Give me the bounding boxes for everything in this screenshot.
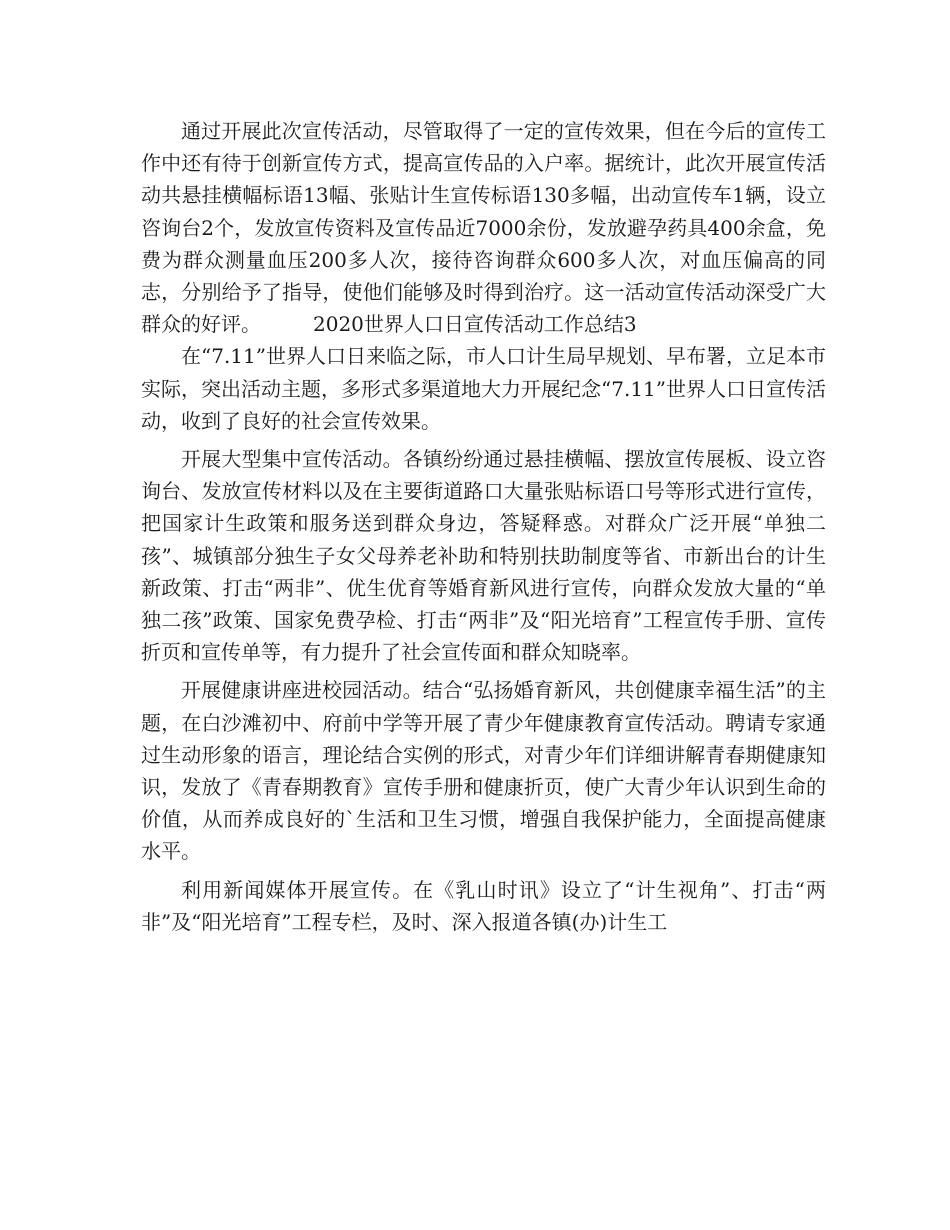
document-body [141, 115, 826, 944]
paragraph-summary-text: 通过开展此次宣传活动，尽管取得了一定的宣传效果，但在今后的宣传工作中还有待于创新宣传方式，提高宣传品的入户率。据统计，此次开展宣传活动共悬挂横幅标语13幅、张贴计生宣传标语130多幅，出动宣传车1辆，设立咨询台2个，发放宣传资料及宣传品近7000余份，发放避孕药具400余盒，免费为群众测量血压200多人次，接待咨询群众600多人次，对血压偏高的同志，分别给予了指导，使他们能够及时得到治疗。这一活动宣传活动深受广大群众的好评。 [141, 119, 826, 337]
paragraph-summary [141, 115, 826, 340]
section-title: 2020世界人口日宣传活动工作总结3 [313, 312, 637, 337]
paragraph-news-media: 利用新闻媒体开展宣传。在《乳山时讯》设立了“计生视角”、打击“两非”及“阳光培育”工程专栏，及时、深入报道各镇(办)计生工 [141, 877, 826, 934]
paragraph-school-lectures: 开展健康讲座进校园活动。结合“弘扬婚育新风，共创健康幸福生活”的主题，在白沙滩初中、府前中学等开展了青少年健康教育宣传活动。聘请专家通过生动形象的语言，理论结合实例的形式，对青少年们详细讲解青春期健康知识，发放了《青春期教育》宣传手册和健康折页，使广大青少年认识到生命的价值，从而养成良好的`生活和卫生习惯，增强自我保护能力，全面提高健康水平。 [141, 678, 826, 864]
paragraph-intro: 在“7.11”世界人口日来临之际，市人口计生局早规划、早布署，立足本市实际，突出活动主题，多形式多渠道地大力开展纪念“7.11”世界人口日宣传活动，收到了良好的社会宣传效果。 [141, 344, 826, 433]
paragraph-centralized-campaign: 开展大型集中宣传活动。各镇纷纷通过悬挂横幅、摆放宣传展板、设立咨询台、发放宣传材料以及在主要街道路口大量张贴标语口号等形式进行宣传，把国家计生政策和服务送到群众身边，答疑释惑。对群众广泛开展“单独二孩”、城镇部分独生子女父母养老补助和特别扶助制度等省、市新出台的计生新政策、打击“两非”、优生优育等婚育新风进行宣传，向群众发放大量的“单独二孩”政策、国家免费孕检、打击“两非”及“阳光培育”工程宣传手册、宣传折页和宣传单等，有力提升了社会宣传面和群众知晓率。 [141, 447, 826, 665]
